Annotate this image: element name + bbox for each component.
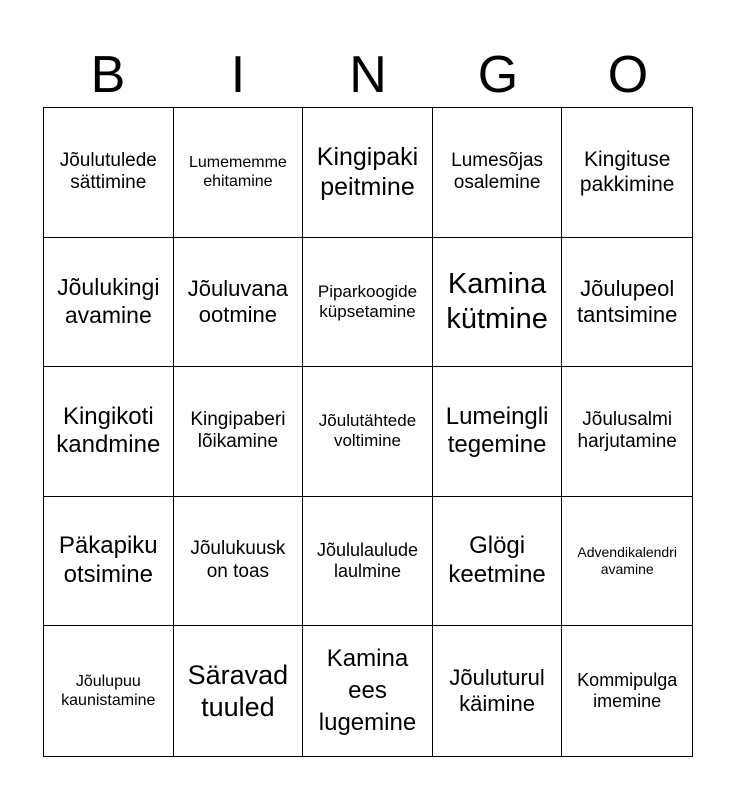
header-letter-n: N xyxy=(349,46,387,104)
cell-text: Päkapiku otsimine xyxy=(58,532,158,589)
bingo-cell[interactable] xyxy=(44,497,174,627)
bingo-cell[interactable] xyxy=(433,108,563,238)
header-letter-i: I xyxy=(230,46,246,104)
bingo-header xyxy=(43,44,693,106)
cell-text: Jõuluvana ootmine xyxy=(187,275,289,327)
cell-text: Kingikoti kandmine xyxy=(56,402,161,459)
cell-text: Advendikalendri avamine xyxy=(577,544,677,578)
bingo-cell[interactable] xyxy=(174,108,304,238)
bingo-cell[interactable] xyxy=(44,367,174,497)
bingo-cell[interactable] xyxy=(44,238,174,368)
bingo-cell[interactable] xyxy=(174,367,304,497)
cell-text: Säravad tuuled xyxy=(187,659,289,723)
bingo-cell[interactable] xyxy=(562,108,692,238)
bingo-cell[interactable] xyxy=(44,626,174,756)
cell-text: Piparkoogide küpsetamine xyxy=(317,281,418,321)
cell-text: Jõulutulede sättimine xyxy=(59,149,157,194)
bingo-cell[interactable] xyxy=(174,238,304,368)
bingo-cell[interactable] xyxy=(433,238,563,368)
cell-text: Kingipaki peitmine xyxy=(316,143,419,202)
bingo-cell[interactable] xyxy=(303,238,433,368)
cell-text: Jõulutähtede voltimine xyxy=(318,411,417,451)
bingo-cell[interactable] xyxy=(562,626,692,756)
cell-text: Jõulupuu kaunistamine xyxy=(61,673,156,710)
bingo-cell[interactable] xyxy=(562,367,692,497)
cell-text: Kingipaberi lõikamine xyxy=(190,408,286,453)
cell-text: Jõulukuusk on toas xyxy=(190,538,286,583)
cell-text: Lumememme ehitamine xyxy=(188,154,287,191)
cell-text: Jõulukingi avamine xyxy=(57,274,160,328)
cell-text: Jõuluturul käimine xyxy=(449,664,545,717)
bingo-cell[interactable] xyxy=(433,497,563,627)
cell-text: Kamina ees lugemine xyxy=(318,644,417,737)
cell-text: Lumeingli tegemine xyxy=(445,402,549,459)
bingo-cell[interactable] xyxy=(433,367,563,497)
header-letter-o: O xyxy=(607,46,649,104)
bingo-cell[interactable] xyxy=(174,497,304,627)
cell-text: Kommipulga imemine xyxy=(577,669,678,712)
header-letter-g: G xyxy=(477,46,519,104)
cell-text: Kamina kütmine xyxy=(446,268,548,335)
bingo-cell[interactable] xyxy=(174,626,304,756)
bingo-cell[interactable] xyxy=(303,626,433,756)
cell-text: Lumesõjas osalemine xyxy=(451,149,544,194)
cell-text: Jõulusalmi harjutamine xyxy=(577,408,677,453)
cell-text: Jõulupeol tantsimine xyxy=(577,275,678,327)
header-letter-b: B xyxy=(90,46,126,104)
bingo-cell[interactable] xyxy=(303,108,433,238)
bingo-cell[interactable] xyxy=(303,497,433,627)
cell-text: Kingituse pakkimine xyxy=(579,148,675,197)
bingo-cell[interactable] xyxy=(303,367,433,497)
bingo-cell[interactable] xyxy=(433,626,563,756)
bingo-cell[interactable] xyxy=(562,497,692,627)
bingo-cell[interactable] xyxy=(44,108,174,238)
bingo-board xyxy=(43,107,693,757)
cell-text: Jõululaulude laulmine xyxy=(316,539,419,582)
bingo-cell[interactable] xyxy=(562,238,692,368)
cell-text: Glögi keetmine xyxy=(448,532,546,589)
